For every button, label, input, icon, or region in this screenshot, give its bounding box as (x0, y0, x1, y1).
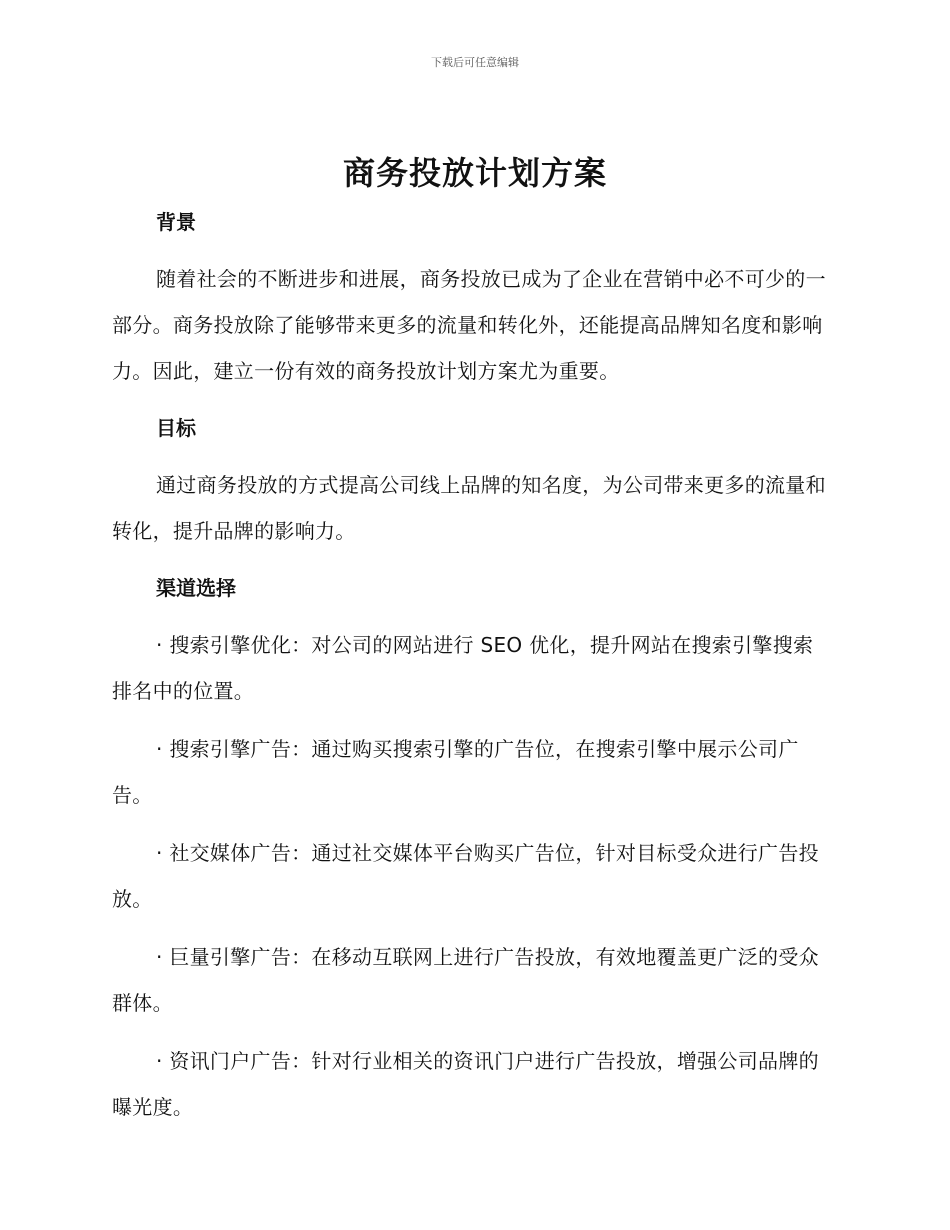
goal-paragraph: 通过商务投放的方式提高公司线上品牌的知名度，为公司带来更多的流量和转化，提升品牌的影响力。 (112, 473, 826, 543)
channel-item-ocean-engine-ads: · 巨量引擎广告：在移动互联网上进行广告投放，有效地覆盖更广泛的受众群体。 (112, 945, 819, 1015)
section-heading-channels: 渠道选择 (156, 576, 236, 600)
document-body (112, 200, 832, 1130)
channel-item-social-ads: · 社交媒体广告：通过社交媒体平台购买广告位，针对目标受众进行广告投放。 (112, 841, 819, 911)
channel-item-search-ads: · 搜索引擎广告：通过购买搜索引擎的广告位，在搜索引擎中展示公司广告。 (112, 737, 799, 807)
section-heading-background: 背景 (156, 210, 196, 234)
background-paragraph: 随着社会的不断进步和进展，商务投放已成为了企业在营销中必不可少的一部分。商务投放除了能够带来更多的流量和转化外，还能提高品牌知名度和影响力。因此，建立一份有效的商务投放计划方案尤为重要。 (112, 267, 826, 383)
channel-item-news-portal-ads: · 资讯门户广告：针对行业相关的资讯门户进行广告投放，增强公司品牌的曝光度。 (112, 1049, 819, 1119)
header-note: 下载后可任意编辑 (431, 56, 519, 69)
page-title: 商务投放计划方案 (342, 154, 607, 192)
channel-item-seo: · 搜索引擎优化：对公司的网站进行 SEO 优化，提升网站在搜索引擎搜索排名中的位置。 (112, 633, 814, 703)
section-heading-goal: 目标 (156, 416, 196, 440)
